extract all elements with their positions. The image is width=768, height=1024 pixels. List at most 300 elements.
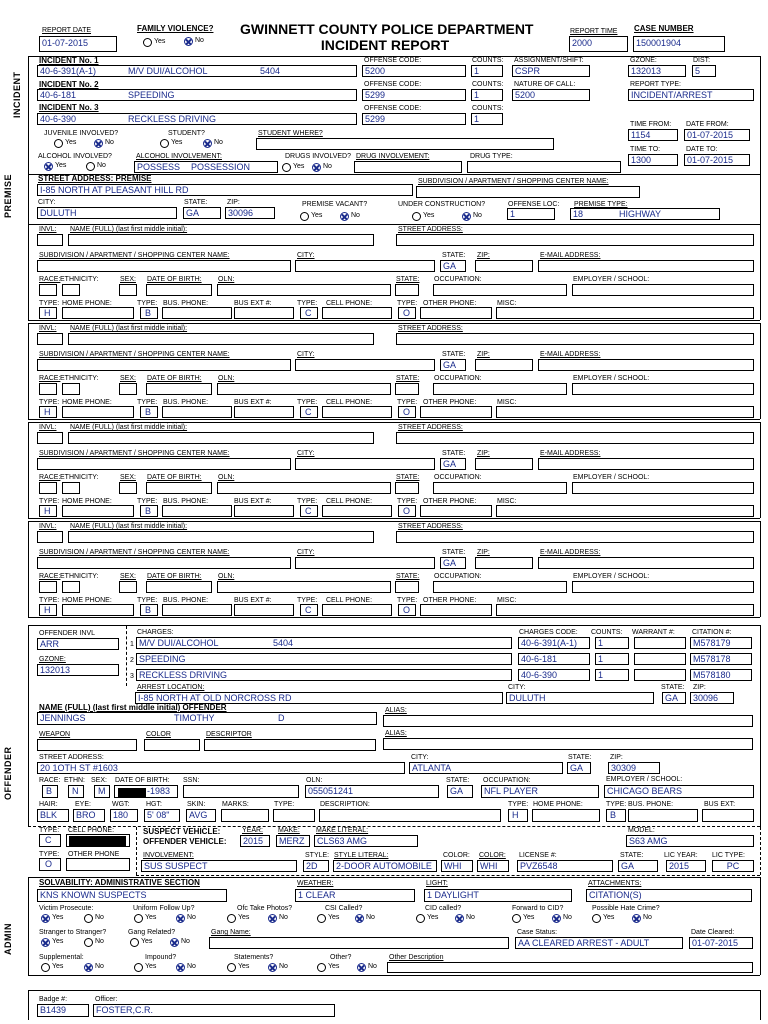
arrest-location-field[interactable]: I-85 NORTH AT OLD NORCROSS RD (135, 692, 503, 704)
radio-empty-icon (227, 914, 236, 923)
report-date-field[interactable]: 01-07-2015 (39, 36, 117, 52)
cell-type-field[interactable]: C (300, 307, 318, 319)
citation-field[interactable]: M578178 (690, 653, 752, 665)
warrant-field[interactable] (634, 637, 686, 649)
offender-ethn-field[interactable]: N (68, 785, 84, 798)
person-email-label: E-MAIL ADDRESS: (540, 351, 601, 358)
counts-3[interactable]: 1 (471, 113, 503, 125)
vehicle-style-field[interactable]: 2D (303, 860, 329, 872)
person-city-field[interactable] (295, 260, 435, 272)
person-zip-field[interactable] (475, 359, 533, 371)
bus-type-field[interactable]: B (140, 307, 158, 319)
gang-related-no[interactable]: No (170, 937, 190, 947)
lic-year-field[interactable]: 2015 (666, 860, 706, 872)
nature-field[interactable]: 5200 (512, 89, 590, 101)
warrant-field[interactable] (634, 669, 686, 681)
person-city-field[interactable] (295, 458, 435, 470)
statements-yes[interactable]: Yes (227, 962, 249, 972)
offender-invl-field[interactable]: ARR (37, 638, 119, 650)
offender-ssn-field[interactable] (183, 785, 299, 798)
person-city-field[interactable] (295, 359, 435, 371)
invl-field[interactable] (37, 531, 63, 543)
counts-2[interactable]: 1 (471, 89, 503, 101)
person-employer-field[interactable] (572, 482, 754, 494)
person-sex-field[interactable] (119, 482, 137, 494)
other-no[interactable]: No (357, 962, 377, 972)
warrant-field[interactable] (634, 653, 686, 665)
bus-type-field[interactable]: B (606, 809, 626, 822)
person-sex-field[interactable] (119, 284, 137, 296)
other-phone-field[interactable] (420, 505, 492, 517)
home-type-field[interactable]: H (39, 307, 57, 319)
supplemental-label: Supplemental: (39, 954, 84, 961)
cell-type-field[interactable]: C (300, 604, 318, 616)
radio-empty-icon (143, 38, 152, 47)
drugs-no[interactable]: No (312, 162, 332, 172)
person-state-field-2[interactable] (395, 482, 419, 494)
drug-involvement-field[interactable] (354, 161, 462, 173)
alias-field-2[interactable] (383, 738, 753, 750)
supplemental-no[interactable]: No (84, 962, 104, 972)
gzone-field[interactable]: 132013 (628, 65, 686, 77)
person-sex-field[interactable] (119, 383, 137, 395)
charge-counts-field[interactable]: 1 (595, 653, 629, 665)
cid-called-label: CID called? (425, 905, 462, 912)
person-email-field[interactable] (538, 359, 754, 371)
color-label: COLOR (146, 731, 171, 738)
date-cleared-field[interactable]: 01-07-2015 (689, 937, 753, 949)
person-zip-field[interactable] (475, 458, 533, 470)
person-name-field[interactable] (68, 333, 374, 345)
cell-phone-field[interactable] (322, 307, 392, 319)
bus-ext-field[interactable] (702, 809, 754, 822)
person-city-label: CITY: (297, 252, 315, 259)
badge-field[interactable]: B1439 (37, 1004, 89, 1017)
offender-gzone-field[interactable]: 132013 (37, 664, 119, 676)
counts-1[interactable]: 1 (471, 65, 503, 77)
offense-code-2[interactable]: 5299 (362, 89, 466, 101)
vehicle-style-label: STYLE: (305, 852, 330, 859)
vehicle-model-field[interactable]: S63 AMG (626, 835, 754, 847)
report-time-field[interactable]: 2000 (569, 36, 628, 52)
weather-label: WEATHER: (297, 880, 334, 887)
wgt-label: WGT: (112, 801, 130, 808)
vehicle-year-field[interactable]: 2015 (240, 835, 270, 847)
invl-field[interactable] (37, 432, 63, 444)
bus-ext-field[interactable] (234, 505, 294, 517)
cell-phone-field[interactable] (322, 604, 392, 616)
supplemental-yes[interactable]: Yes (41, 962, 63, 972)
misc-label: MISC: (497, 498, 517, 505)
stranger-yes[interactable]: Yes (41, 937, 63, 947)
charge-desc: RECKLESS DRIVING (139, 670, 228, 680)
person-state-field-2[interactable] (395, 383, 419, 395)
uniform-follow-no[interactable]: No (176, 913, 196, 923)
person-dob-field[interactable] (146, 383, 212, 395)
offender-city-field[interactable]: ATLANTA (409, 762, 563, 774)
statements-no[interactable]: No (268, 962, 288, 972)
license-field[interactable]: PVZ6548 (517, 860, 613, 872)
person-sex-label: SEX: (120, 573, 136, 580)
marks-description-field[interactable] (319, 809, 501, 822)
person-ethnicity-field[interactable] (62, 482, 80, 494)
alcohol-yes[interactable]: Yes (44, 161, 66, 171)
person-race-field[interactable] (39, 482, 57, 494)
forward-cid-yes[interactable]: Yes (512, 913, 534, 923)
student-yes[interactable]: Yes (160, 138, 182, 148)
construction-yes[interactable]: Yes (412, 211, 434, 221)
case-status-field[interactable]: AA CLEARED ARREST - ADULT (515, 937, 683, 949)
family-violence-label: FAMILY VIOLENCE? (137, 24, 214, 33)
charge-counts-field[interactable]: 1 (595, 637, 629, 649)
vehicle-make-field[interactable]: MERZ (276, 835, 310, 847)
home-phone-field[interactable] (62, 307, 134, 319)
person-occupation-field[interactable] (433, 284, 567, 296)
radio-checked-icon (268, 914, 277, 923)
person-state-field-2[interactable] (395, 581, 419, 593)
other-phone-field[interactable] (420, 604, 492, 616)
alcohol-involvement-field[interactable]: POSSESS POSSESSION (134, 161, 278, 173)
offender-dob-field[interactable]: -1983 (114, 785, 178, 798)
charge-code-field[interactable]: 40-6-390 (518, 669, 590, 681)
person-state-label: STATE: (442, 252, 466, 259)
bus-type-field[interactable]: B (140, 604, 158, 616)
incident-3-field[interactable]: 40-6-390 RECKLESS DRIVING (37, 113, 357, 125)
bus-phone-label: BUS. PHONE: (163, 300, 209, 307)
person-subdivision-field[interactable] (37, 557, 291, 569)
arrest-city-field[interactable]: DULUTH (506, 692, 654, 704)
charge-desc-field[interactable] (136, 637, 512, 649)
other-type-field[interactable]: O (39, 858, 61, 871)
marks-type-field[interactable] (273, 809, 315, 822)
other-type-field[interactable]: O (398, 505, 416, 517)
hgt-field[interactable]: 5' 08" (144, 809, 180, 822)
student-no[interactable]: No (203, 138, 223, 148)
person-state-field-2[interactable] (395, 284, 419, 296)
other-type-label: TYPE: (397, 597, 418, 604)
student-where-field[interactable] (256, 138, 554, 150)
cell-type-field[interactable]: C (39, 834, 61, 847)
person-street-field[interactable] (396, 333, 754, 345)
offender-sex-label: SEX: (91, 777, 107, 784)
person-oln-field[interactable] (217, 581, 391, 593)
premise-city-field[interactable]: DULUTH (37, 207, 177, 219)
offender-zip-field[interactable]: 30309 (608, 762, 660, 774)
charge-desc-field[interactable] (136, 653, 512, 665)
person-ethnicity-field[interactable] (62, 581, 80, 593)
citation-field[interactable]: M578180 (690, 669, 752, 681)
dist-field[interactable]: 5 (692, 65, 716, 77)
alias-field-1[interactable] (383, 715, 753, 727)
vehicle-color2-field[interactable]: WHI (477, 860, 509, 872)
light-field[interactable]: 1 DAYLIGHT (424, 889, 572, 902)
incident-1-field[interactable]: 40-6-391(A-1) M/V DUI/ALCOHOL 5404 (37, 65, 357, 77)
vehicle-involvement-field[interactable]: SUS SUSPECT (141, 860, 297, 872)
report-type-field[interactable]: INCIDENT/ARREST (628, 89, 754, 101)
person-state-field[interactable]: GA (440, 557, 466, 569)
offender-race-field[interactable]: B (42, 785, 58, 798)
construction-no[interactable]: No (462, 211, 482, 221)
home-phone-field[interactable] (62, 604, 134, 616)
person-name-field[interactable] (68, 432, 374, 444)
arrest-zip-field[interactable]: 30096 (690, 692, 734, 704)
bus-phone-field[interactable] (628, 809, 698, 822)
bus-ext-field[interactable] (234, 604, 294, 616)
charge-code-field[interactable]: 40-6-391(A-1) (518, 637, 590, 649)
person-sex-field[interactable] (119, 581, 137, 593)
cell-phone-field[interactable] (322, 406, 392, 418)
person-race-field[interactable] (39, 383, 57, 395)
solvability-field[interactable]: KNS KNOWN SUSPECTS (37, 889, 227, 902)
person-zip-field[interactable] (475, 260, 533, 272)
marks-field[interactable] (221, 809, 269, 822)
bus-ext-label: BUS EXT #: (234, 300, 272, 307)
gang-related-yes[interactable]: Yes (130, 937, 152, 947)
juvenile-no[interactable]: No (94, 138, 114, 148)
gang-name-field[interactable] (209, 937, 509, 949)
eye-field[interactable]: BRO (73, 809, 105, 822)
date-from-field[interactable]: 01-07-2015 (684, 129, 750, 141)
skin-field[interactable]: AVG (186, 809, 216, 822)
invl-field[interactable] (37, 234, 63, 246)
person-employer-field[interactable] (572, 581, 754, 593)
lic-state-field[interactable]: GA (618, 860, 658, 872)
family-violence-no[interactable]: No (184, 36, 204, 46)
other-type-label: TYPE: (397, 300, 418, 307)
invl-field[interactable] (37, 333, 63, 345)
victim-prosecute-yes[interactable]: Yes (41, 913, 63, 923)
uniform-follow-label: Uniform Follow Up? (133, 905, 195, 912)
time-to-field[interactable]: 1300 (628, 154, 678, 166)
person-occupation-field[interactable] (433, 383, 567, 395)
radio-empty-icon (41, 963, 50, 972)
juvenile-yes[interactable]: Yes (54, 138, 76, 148)
charge-code-field[interactable]: 40-6-181 (518, 653, 590, 665)
offender-employer-field[interactable]: CHICAGO BEARS (604, 785, 754, 798)
cell-type-label: TYPE: (297, 399, 318, 406)
victim-prosecute-no[interactable]: No (84, 913, 104, 923)
person-dob-field[interactable] (146, 482, 212, 494)
other-type-field[interactable]: O (398, 307, 416, 319)
offender-state-field[interactable]: GA (567, 762, 591, 774)
forward-cid-label: Forward to CID? (512, 905, 564, 912)
offender-occupation-field[interactable]: NFL PLAYER (481, 785, 599, 798)
color-field[interactable] (144, 739, 200, 751)
person-subdivision-field[interactable] (37, 260, 291, 272)
wgt-field[interactable]: 180 (110, 809, 138, 822)
hair-field[interactable]: BLK (37, 809, 69, 822)
other-phone-label: OTHER PHONE: (423, 597, 477, 604)
person-oln-field[interactable] (217, 383, 391, 395)
csi-called-no[interactable]: No (355, 913, 375, 923)
other-type-field[interactable]: O (398, 604, 416, 616)
person-street-field[interactable] (396, 234, 754, 246)
other-yes[interactable]: Yes (317, 962, 339, 972)
premise-street-field[interactable]: I-85 NORTH AT PLEASANT HILL RD (37, 184, 413, 196)
bus-ext-field[interactable] (234, 307, 294, 319)
person-state-field[interactable]: GA (440, 359, 466, 371)
arrest-state-field[interactable]: GA (662, 692, 686, 704)
person-subdivision-field[interactable] (37, 359, 291, 371)
case-number-field[interactable]: 150001904 (633, 36, 725, 52)
incident-2-field[interactable]: 40-6-181 SPEEDING (37, 89, 357, 101)
stranger-no[interactable]: No (84, 937, 104, 947)
person-street-field[interactable] (396, 531, 754, 543)
person-dob-field[interactable] (146, 581, 212, 593)
misc-field[interactable] (496, 604, 754, 616)
misc-field[interactable] (496, 307, 754, 319)
attachments-field[interactable]: CITATION(S) (586, 889, 752, 902)
forward-cid-no[interactable]: No (552, 913, 572, 923)
block-right-border (760, 422, 761, 518)
date-cleared-label: Date Cleared: (691, 929, 735, 936)
person-race-field[interactable] (39, 581, 57, 593)
person-zip-field[interactable] (475, 557, 533, 569)
person-occupation-field[interactable] (433, 581, 567, 593)
bus-phone-label: BUS. PHONE: (163, 498, 209, 505)
bus-phone-field[interactable] (162, 406, 232, 418)
drugs-label: DRUGS INVOLVED? (285, 153, 351, 160)
ofc-photos-no[interactable]: No (268, 913, 288, 923)
offender-oln-label: OLN: (306, 777, 323, 784)
bus-phone-field[interactable] (162, 604, 232, 616)
vehicle-make-literal-field[interactable]: CLS63 AMG (314, 835, 418, 847)
arrest-state-label: STATE: (661, 684, 685, 691)
cid-called-yes[interactable]: Yes (416, 913, 438, 923)
vehicle-color1-field[interactable]: WHI (441, 860, 473, 872)
offender-street-field[interactable]: 20 1OTH ST #1603 (37, 762, 405, 774)
drug-type-field[interactable] (467, 161, 621, 173)
other-type-label: TYPE: (397, 498, 418, 505)
person-email-field[interactable] (538, 557, 754, 569)
person-race-label: RACE: (39, 474, 61, 481)
charge-desc-field[interactable] (136, 669, 512, 681)
other-phone-field[interactable] (420, 406, 492, 418)
person-name-field[interactable] (68, 531, 374, 543)
home-phone-field[interactable] (532, 809, 600, 822)
ofc-photos-yes[interactable]: Yes (227, 913, 249, 923)
person-oln-field[interactable] (217, 482, 391, 494)
offender-name-field[interactable]: JENNINGS TIMOTHY D (37, 712, 377, 725)
person-state-label-2: STATE: (396, 573, 420, 580)
cell-type-field[interactable]: C (300, 406, 318, 418)
other-description-field[interactable] (387, 962, 753, 973)
cell-phone-label: CELL PHONE: (326, 597, 373, 604)
bus-ext-field[interactable] (234, 406, 294, 418)
lic-type-field[interactable]: PC (712, 860, 754, 872)
offense-code-3[interactable]: 5299 (362, 113, 466, 125)
home-type-field[interactable]: H (39, 406, 57, 418)
impound-no[interactable]: No (176, 962, 196, 972)
time-from-field[interactable]: 1154 (628, 129, 678, 141)
assignment-field[interactable]: CSPR (512, 65, 590, 77)
drugs-yes[interactable]: Yes (282, 162, 304, 172)
date-to-field[interactable]: 01-07-2015 (684, 154, 750, 166)
family-violence-yes[interactable]: Yes (143, 37, 165, 47)
offender-sex-field[interactable]: M (94, 785, 110, 798)
block-left-border (28, 323, 29, 419)
person-subdivision-field[interactable] (37, 458, 291, 470)
offense-code-1[interactable]: 5200 (362, 65, 466, 77)
person-oln-field[interactable] (217, 284, 391, 296)
person-oln-label: OLN: (218, 474, 235, 481)
person-ethnicity-field[interactable] (62, 383, 80, 395)
weather-field[interactable]: 1 CLEAR (295, 889, 415, 902)
bus-type-field[interactable]: B (140, 406, 158, 418)
home-phone-field[interactable] (62, 505, 134, 517)
premise-type-field[interactable]: 18 HIGHWAY (570, 208, 720, 220)
premise-vacant-no[interactable]: No (340, 211, 360, 221)
offense-loc-field[interactable]: 1 (507, 208, 555, 220)
person-street-field[interactable] (396, 432, 754, 444)
person-occupation-label: OCCUPATION: (434, 474, 482, 481)
home-type-field[interactable]: H (39, 604, 57, 616)
descriptor-field[interactable] (204, 739, 376, 751)
person-dob-field[interactable] (146, 284, 212, 296)
alias-label-1: ALIAS: (385, 707, 407, 714)
other-type-field[interactable]: O (398, 406, 416, 418)
person-email-field[interactable] (538, 458, 754, 470)
hate-crime-no[interactable]: No (632, 913, 652, 923)
citation-field[interactable]: M578179 (690, 637, 752, 649)
premise-subdivision-field[interactable] (416, 186, 640, 198)
person-email-field[interactable] (538, 260, 754, 272)
person-ethnicity-field[interactable] (62, 284, 80, 296)
person-occupation-field[interactable] (433, 482, 567, 494)
person-state-field[interactable]: GA (440, 260, 466, 272)
person-race-field[interactable] (39, 284, 57, 296)
person-state-field[interactable]: GA (440, 458, 466, 470)
premise-state-field[interactable]: GA (183, 207, 221, 219)
other-phone-label: OTHER PHONE: (423, 498, 477, 505)
home-type-field[interactable]: H (39, 505, 57, 517)
cell-phone-field[interactable] (66, 834, 130, 847)
cell-type-field[interactable]: C (300, 505, 318, 517)
offender-oln-state-field[interactable]: GA (447, 785, 473, 798)
misc-field[interactable] (496, 406, 754, 418)
person-name-field[interactable] (68, 234, 374, 246)
other-label: Other? (330, 954, 352, 961)
bus-phone-field[interactable] (162, 307, 232, 319)
hate-crime-yes[interactable]: Yes (592, 913, 614, 923)
impound-yes[interactable]: Yes (134, 962, 156, 972)
person-employer-field[interactable] (572, 383, 754, 395)
home-type-field[interactable]: H (508, 809, 528, 822)
person-city-field[interactable] (295, 557, 435, 569)
charge-number: 2 (130, 657, 134, 664)
csi-called-yes[interactable]: Yes (317, 913, 339, 923)
alcohol-no[interactable]: No (86, 161, 106, 171)
bus-phone-field[interactable] (162, 505, 232, 517)
charge-counts-field[interactable]: 1 (595, 669, 629, 681)
home-phone-field[interactable] (62, 406, 134, 418)
misc-field[interactable] (496, 505, 754, 517)
person-employer-field[interactable] (572, 284, 754, 296)
cid-called-no[interactable]: No (455, 913, 475, 923)
radio-checked-icon (170, 938, 179, 947)
vehicle-style-literal-field[interactable]: 2-DOOR AUTOMOBILE (333, 860, 437, 872)
premise-vacant-yes[interactable]: Yes (300, 211, 322, 221)
bus-type-field[interactable]: B (140, 505, 158, 517)
weapon-field[interactable] (37, 739, 137, 751)
premise-zip-field[interactable]: 30096 (225, 207, 275, 219)
other-phone-field[interactable] (66, 858, 130, 871)
officer-field[interactable]: FOSTER,C.R. (93, 1004, 335, 1017)
uniform-follow-yes[interactable]: Yes (134, 913, 156, 923)
other-phone-field[interactable] (420, 307, 492, 319)
cell-phone-field[interactable] (322, 505, 392, 517)
offender-oln-field[interactable]: 055051241 (305, 785, 439, 798)
